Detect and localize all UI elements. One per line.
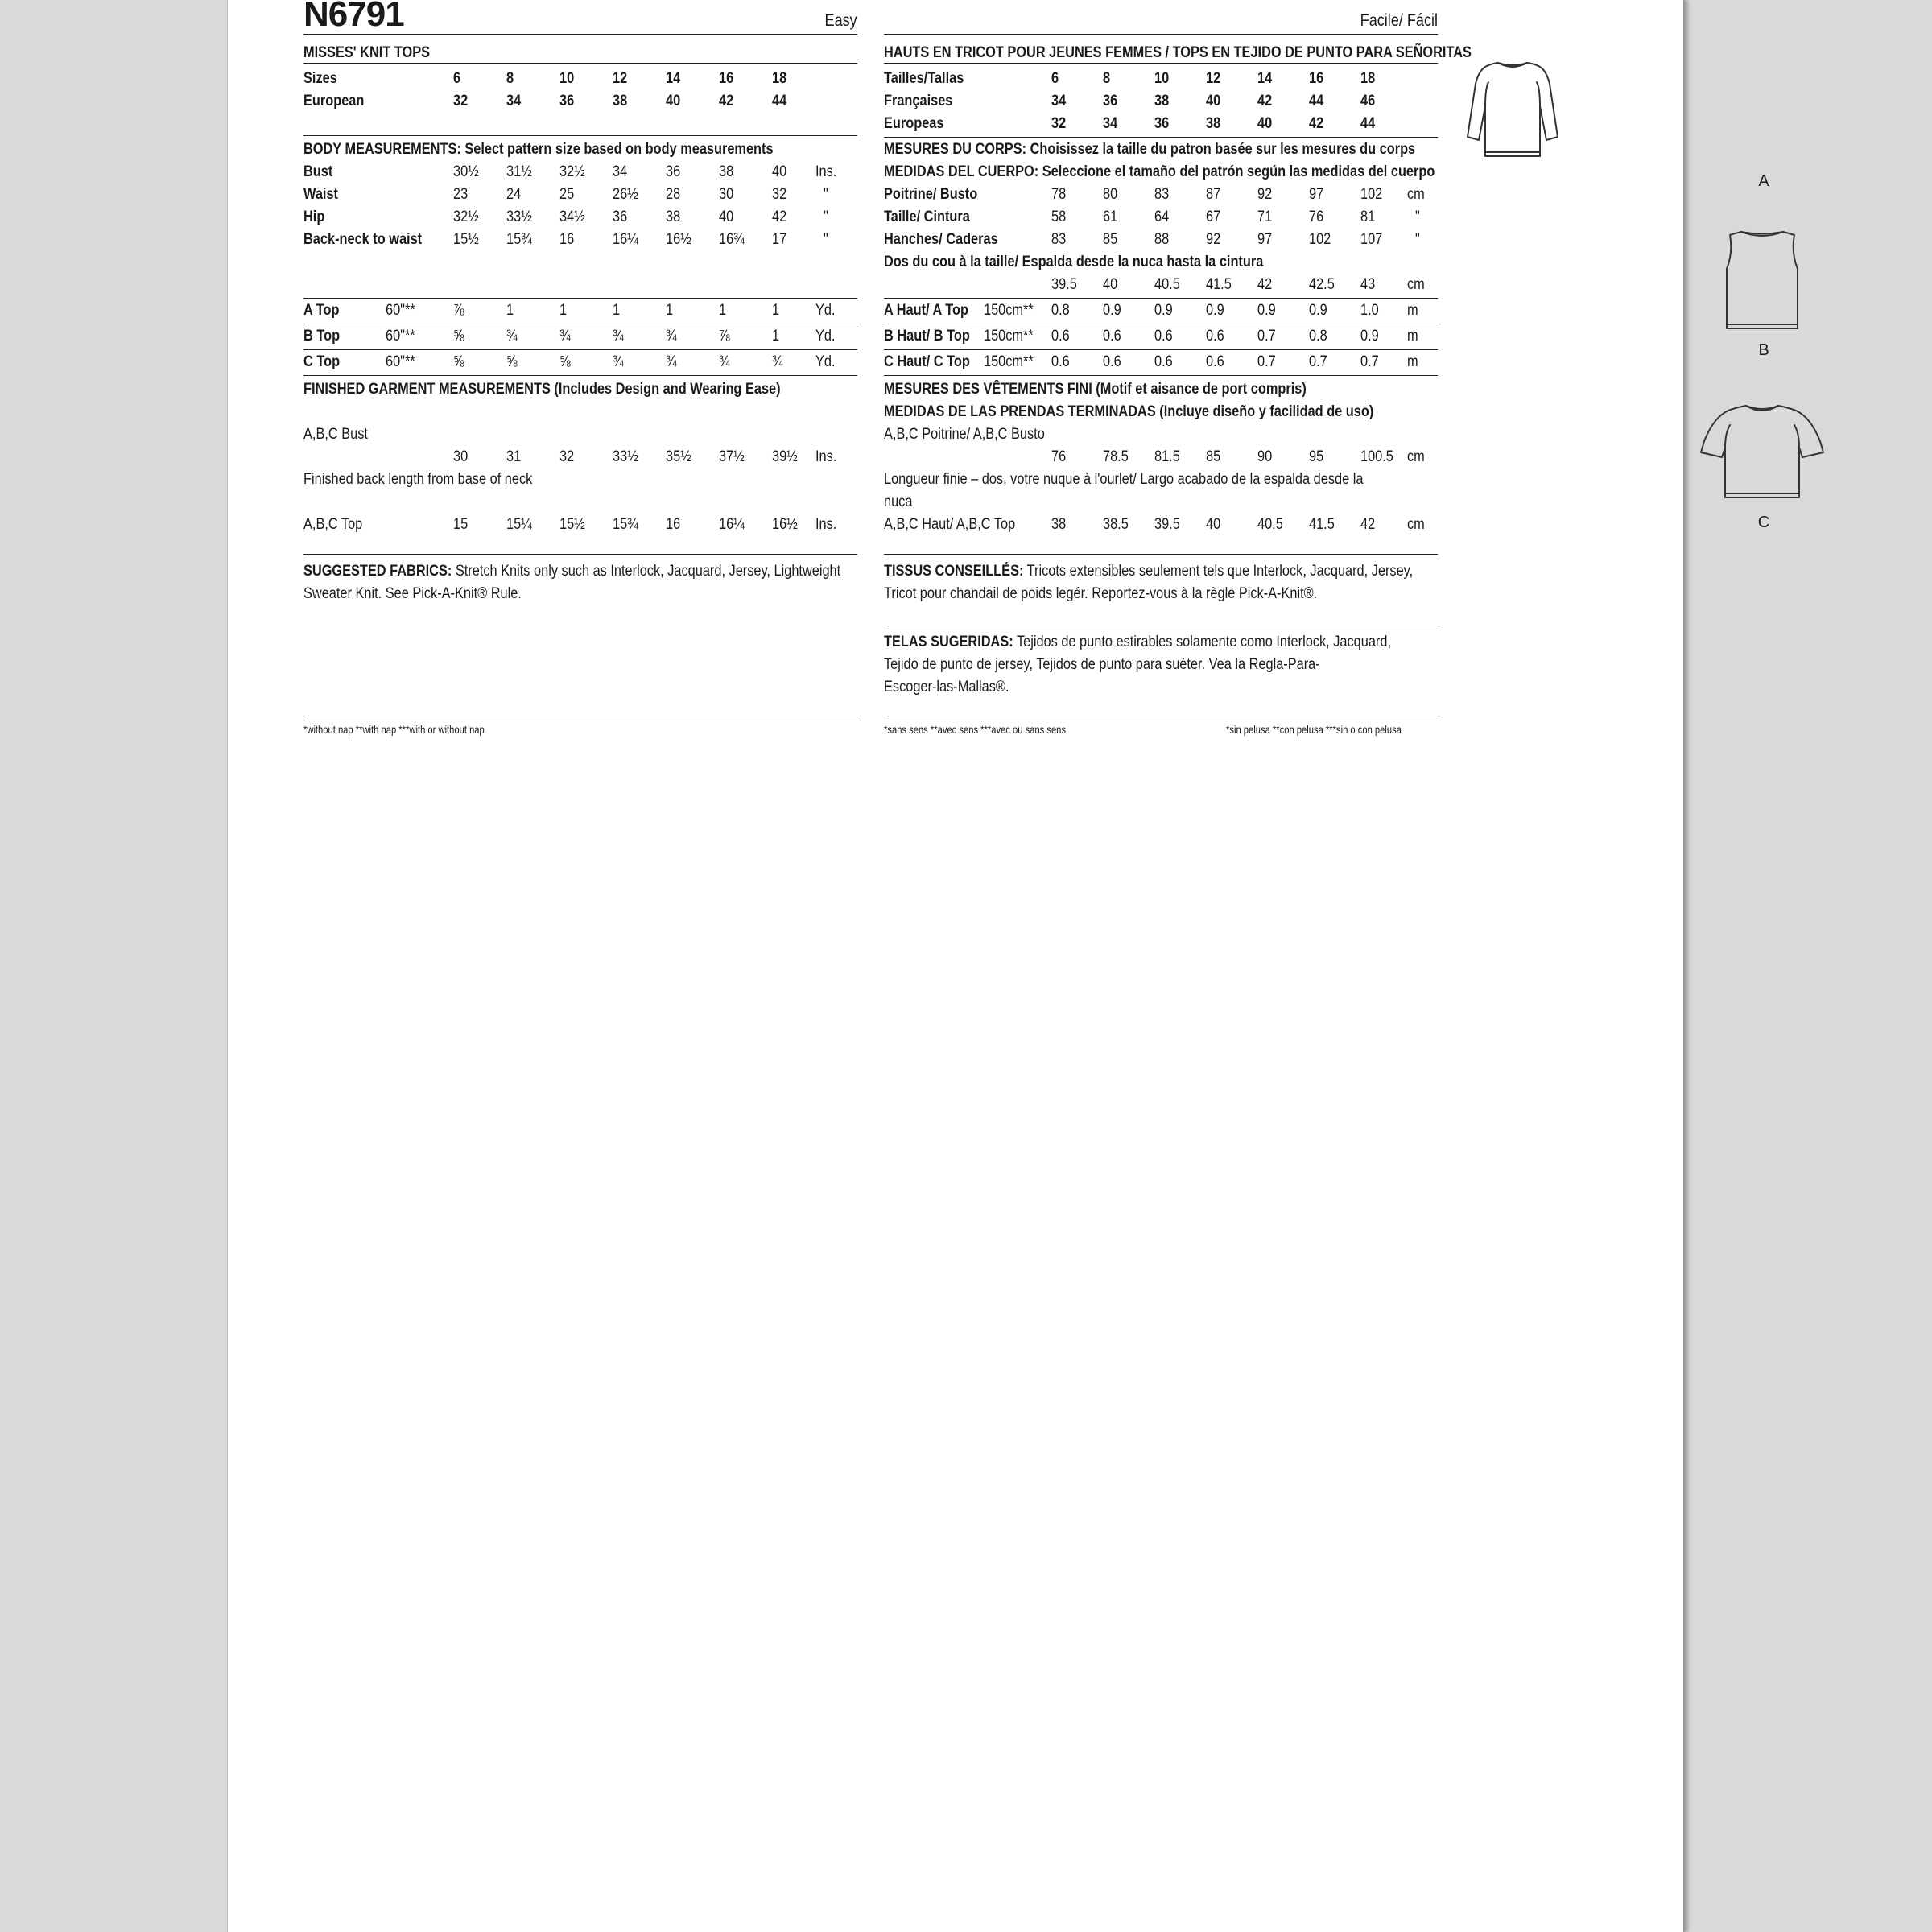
width-cell: 60"** [386, 302, 415, 319]
unit-cell: " [824, 208, 828, 225]
table-cell: 34½ [559, 208, 585, 225]
table-cell: 58 [1051, 208, 1067, 225]
table-cell: 0.6 [1051, 328, 1070, 345]
table-cell: 43 [1360, 276, 1376, 293]
table-cell: 102 [1309, 231, 1331, 248]
table-cell: 44 [772, 93, 787, 109]
back-label-fr: Dos du cou à la taille/ Espalda desde la nuca hasta la cintura [884, 254, 1264, 270]
table-cell: 24 [506, 186, 522, 203]
table-cell: 0.8 [1051, 302, 1070, 319]
unit-cell: Ins. [815, 516, 837, 533]
table-cell: 0.9 [1154, 302, 1173, 319]
unit-cell: m [1407, 302, 1418, 319]
table-cell: 15½ [453, 231, 479, 248]
row-label: B Haut/ B Top [884, 328, 970, 345]
unit-cell: m [1407, 328, 1418, 345]
view-b-label: B [1758, 341, 1769, 359]
table-cell: 33½ [506, 208, 532, 225]
table-cell: ¾ [559, 328, 571, 345]
table-cell: 38 [1206, 115, 1221, 132]
table-cell: 8 [1103, 70, 1111, 87]
unit-cell: " [824, 231, 828, 248]
table-cell: ⅝ [453, 328, 464, 345]
table-cell: 87 [1206, 186, 1221, 203]
table-cell: 44 [1360, 115, 1376, 132]
row-label: Taille/ Cintura [884, 208, 970, 225]
francaises-label: Françaises [884, 93, 953, 109]
row-label: Hip [303, 208, 325, 225]
unit-cell: cm [1407, 516, 1425, 533]
row-label: C Top [303, 353, 341, 370]
finished-title: FINISHED GARMENT MEASUREMENTS (Includes Design and Wearing Ease) [303, 381, 781, 398]
row-label: Hanches/ Caderas [884, 231, 998, 248]
row-label: Bust [303, 163, 333, 180]
table-cell: 102 [1360, 186, 1383, 203]
table-cell: 1 [772, 302, 780, 319]
unit-cell: Yd. [815, 302, 836, 319]
table-cell: 83 [1154, 186, 1170, 203]
table-cell: 1 [506, 302, 514, 319]
view-c-sketch [1698, 401, 1827, 506]
table-cell: 16 [1309, 70, 1324, 87]
body-title-fr: MESURES DU CORPS: Choisissez la taille du patron basée sur les mesures du corps [884, 141, 1416, 158]
table-cell: 1 [613, 302, 621, 319]
table-cell: ⅝ [559, 353, 571, 370]
table-cell: 16 [559, 231, 575, 248]
unit-cell: cm [1407, 276, 1425, 293]
table-cell: 40 [1206, 93, 1221, 109]
table-cell: 0.6 [1206, 328, 1224, 345]
table-cell: 39.5 [1154, 516, 1180, 533]
table-cell: 26½ [613, 186, 638, 203]
table-cell: 16¼ [719, 516, 745, 533]
table-cell: 83 [1051, 231, 1067, 248]
table-cell: 30 [719, 186, 734, 203]
table-cell: 76 [1309, 208, 1324, 225]
table-cell: 38 [613, 93, 628, 109]
table-cell: ¾ [666, 353, 677, 370]
unit-cell: " [1415, 231, 1420, 248]
pattern-page [228, 0, 1770, 1932]
unit-cell: " [1415, 208, 1420, 225]
unit-cell: Yd. [815, 328, 836, 345]
table-cell: 6 [1051, 70, 1059, 87]
table-cell: 36 [613, 208, 628, 225]
table-cell: 81 [1360, 208, 1376, 225]
table-cell: 12 [1206, 70, 1221, 87]
table-cell: 0.9 [1206, 302, 1224, 319]
table-cell: 18 [772, 70, 787, 87]
table-cell: 32½ [559, 163, 585, 180]
table-cell: 8 [506, 70, 514, 87]
unit-cell: cm [1407, 448, 1425, 465]
table-cell: 38.5 [1103, 516, 1129, 533]
row-label: Poitrine/ Busto [884, 186, 978, 203]
table-cell: 71 [1257, 208, 1273, 225]
table-cell: 38 [666, 208, 681, 225]
row-label: B Top [303, 328, 341, 345]
table-cell: 1 [772, 328, 780, 345]
table-cell: 38 [1051, 516, 1067, 533]
table-cell: 0.9 [1309, 302, 1327, 319]
table-cell: 34 [613, 163, 628, 180]
table-cell: 16½ [666, 231, 691, 248]
sizes-label-fr: Tailles/Tallas [884, 70, 964, 87]
table-cell: 42 [1360, 516, 1376, 533]
difficulty-fr-es: Facile/ Fácil [1360, 11, 1438, 30]
table-cell: 32 [1051, 115, 1067, 132]
table-cell: ¾ [719, 353, 730, 370]
section-title-fr: HAUTS EN TRICOT POUR JEUNES FEMMES / TOPS EN TEJIDO DE PUNTO PARA SEÑORITAS [884, 44, 1472, 61]
table-cell: 100.5 [1360, 448, 1393, 465]
difficulty-en: Easy [824, 11, 857, 30]
table-cell: 80 [1103, 186, 1118, 203]
finished-title-fr: MESURES DES VÊTEMENTS FINI (Motif et aisance de port compris) [884, 381, 1307, 398]
table-cell: 16¾ [719, 231, 745, 248]
tissus-conseilles: TISSUS CONSEILLÉS: Tricots extensibles seulement tels que Interlock, Jacquard, Jersey, [884, 563, 1414, 580]
table-cell: 30 [453, 448, 469, 465]
table-cell: 1 [666, 302, 674, 319]
table-cell: 23 [453, 186, 469, 203]
table-cell: 36 [1154, 115, 1170, 132]
table-cell: 6 [453, 70, 461, 87]
footnote-fr: *sans sens **avec sens ***avec ou sans sens [884, 723, 1066, 736]
width-cell: 60"** [386, 353, 415, 370]
table-cell: 14 [1257, 70, 1273, 87]
table-cell: 17 [772, 231, 787, 248]
unit-cell: Ins. [815, 448, 837, 465]
table-cell: 10 [1154, 70, 1170, 87]
rule-line [303, 349, 857, 350]
table-cell: ⅞ [719, 328, 730, 345]
table-cell: 40 [1103, 276, 1118, 293]
table-cell: 85 [1103, 231, 1118, 248]
table-cell: 36 [666, 163, 681, 180]
table-cell: 107 [1360, 231, 1383, 248]
table-cell: 67 [1206, 208, 1221, 225]
table-cell: 0.7 [1257, 328, 1276, 345]
table-cell: 40 [1257, 115, 1273, 132]
table-cell: 78 [1051, 186, 1067, 203]
table-cell: 28 [666, 186, 681, 203]
table-cell: 18 [1360, 70, 1376, 87]
table-cell: 36 [559, 93, 575, 109]
bust-label: A,B,C Bust [303, 426, 368, 443]
view-c-label: C [1757, 514, 1770, 531]
table-cell: ¾ [772, 353, 783, 370]
sleeveless-top-icon [1722, 229, 1802, 333]
table-cell: 0.6 [1051, 353, 1070, 370]
table-cell: 1 [559, 302, 568, 319]
long-sleeve-top-icon [1464, 56, 1561, 161]
row-label: Waist [303, 186, 338, 203]
table-cell: 61 [1103, 208, 1118, 225]
table-cell: 16½ [772, 516, 798, 533]
table-cell: 15½ [559, 516, 585, 533]
table-cell: 0.7 [1360, 353, 1379, 370]
table-cell: 15¾ [506, 231, 532, 248]
table-cell: 32 [772, 186, 787, 203]
table-cell: 76 [1051, 448, 1067, 465]
sizes-label: Sizes [303, 70, 337, 87]
pattern-number: N6791 [303, 0, 404, 34]
footnote: *without nap **with nap ***with or without nap [303, 723, 485, 736]
table-cell: 12 [613, 70, 628, 87]
table-cell: 46 [1360, 93, 1376, 109]
table-cell: 0.9 [1257, 302, 1276, 319]
table-cell: 35½ [666, 448, 691, 465]
table-cell: 92 [1206, 231, 1221, 248]
table-cell: 0.7 [1309, 353, 1327, 370]
table-cell: 15¾ [613, 516, 638, 533]
table-cell: 88 [1154, 231, 1170, 248]
width-cell: 60"** [386, 328, 415, 345]
table-cell: 42.5 [1309, 276, 1335, 293]
table-cell: 38 [1154, 93, 1170, 109]
table-cell: 39½ [772, 448, 798, 465]
table-cell: 0.9 [1360, 328, 1379, 345]
length-label-fr-2: nuca [884, 493, 913, 510]
footnote-es: *sin pelusa **con pelusa ***sin o con pelusa [1226, 723, 1402, 736]
row-label: A Top [303, 302, 340, 319]
table-cell: 36 [1103, 93, 1118, 109]
table-cell: ⅝ [453, 353, 464, 370]
unit-cell: m [1407, 353, 1418, 370]
table-cell: 97 [1257, 231, 1273, 248]
telas-line2: Tejido de punto de jersey, Tejidos de punto para suéter. Vea la Regla-Para- [884, 656, 1320, 673]
rule-line [303, 375, 857, 376]
table-cell: 78.5 [1103, 448, 1129, 465]
short-sleeve-top-icon [1698, 401, 1827, 502]
table-cell: 37½ [719, 448, 745, 465]
table-cell: 34 [506, 93, 522, 109]
table-cell: ¾ [506, 328, 518, 345]
table-cell: 0.8 [1309, 328, 1327, 345]
table-cell: 15 [453, 516, 469, 533]
row-label: A,B,C Haut/ A,B,C Top [884, 516, 1016, 533]
table-cell: ⅝ [506, 353, 518, 370]
table-cell: ¾ [613, 328, 624, 345]
table-cell: 32½ [453, 208, 479, 225]
unit-cell: " [824, 186, 828, 203]
table-cell: 34 [1051, 93, 1067, 109]
table-cell: ¾ [613, 353, 624, 370]
table-cell: 0.6 [1154, 353, 1173, 370]
unit-cell: Yd. [815, 353, 836, 370]
table-cell: 31½ [506, 163, 532, 180]
table-cell: 31 [506, 448, 522, 465]
row-label: C Haut/ C Top [884, 353, 970, 370]
table-cell: 85 [1206, 448, 1221, 465]
table-cell: 10 [559, 70, 575, 87]
table-cell: ¾ [666, 328, 677, 345]
width-cell: 150cm** [984, 328, 1034, 345]
unit-cell: cm [1407, 186, 1425, 203]
table-cell: 42 [1257, 276, 1273, 293]
table-cell: 40 [719, 208, 734, 225]
table-cell: 0.7 [1257, 353, 1276, 370]
table-cell: 38 [719, 163, 734, 180]
table-cell: 42 [772, 208, 787, 225]
table-cell: 1 [719, 302, 727, 319]
table-cell: 16¼ [613, 231, 638, 248]
table-cell: 32 [453, 93, 469, 109]
table-cell: 95 [1309, 448, 1324, 465]
european-label: European [303, 93, 365, 109]
table-cell: 41.5 [1206, 276, 1232, 293]
table-cell: 40 [772, 163, 787, 180]
table-cell: 97 [1309, 186, 1324, 203]
row-label: A,B,C Top [303, 516, 363, 533]
table-cell: 15¼ [506, 516, 532, 533]
view-a-sketch [1464, 56, 1561, 165]
body-title-es: MEDIDAS DEL CUERPO: Seleccione el tamaño del patrón según las medidas del cuerpo [884, 163, 1435, 180]
telas-line3: Escoger-las-Mallas®. [884, 679, 1009, 696]
table-cell: 1.0 [1360, 302, 1379, 319]
table-cell: ⅞ [453, 302, 464, 319]
table-cell: 81.5 [1154, 448, 1180, 465]
table-cell: 0.6 [1103, 328, 1121, 345]
telas-sugeridas: TELAS SUGERIDAS: Tejidos de punto estirables solamente como Interlock, Jacquard, [884, 634, 1391, 650]
width-cell: 150cm** [984, 302, 1034, 319]
table-cell: 40 [1206, 516, 1221, 533]
back-length-label: Finished back length from base of neck [303, 471, 533, 488]
table-cell: 34 [1103, 115, 1118, 132]
table-cell: 40.5 [1257, 516, 1283, 533]
table-cell: 39.5 [1051, 276, 1077, 293]
length-label-fr: Longueur finie – dos, votre nuque à l'ourlet/ Largo acabado de la espalda desde la [884, 471, 1364, 488]
table-cell: 0.6 [1154, 328, 1173, 345]
table-cell: 16 [666, 516, 681, 533]
unit-cell: Ins. [815, 163, 837, 180]
table-cell: 92 [1257, 186, 1273, 203]
section-title: MISSES' KNIT TOPS [303, 44, 431, 61]
europeas-label: Europeas [884, 115, 944, 132]
table-cell: 0.6 [1206, 353, 1224, 370]
table-cell: 0.6 [1103, 353, 1121, 370]
table-cell: 30½ [453, 163, 479, 180]
table-cell: 64 [1154, 208, 1170, 225]
row-label: Back-neck to waist [303, 231, 423, 248]
body-measurements-title: BODY MEASUREMENTS: Select pattern size based on body measurements [303, 141, 774, 158]
view-a-label: A [1758, 172, 1769, 190]
table-cell: 0.9 [1103, 302, 1121, 319]
table-cell: 44 [1309, 93, 1324, 109]
view-b-sketch [1722, 229, 1802, 337]
table-cell: 25 [559, 186, 575, 203]
table-cell: 40 [666, 93, 681, 109]
width-cell: 150cm** [984, 353, 1034, 370]
suggested-fabrics: SUGGESTED FABRICS: Stretch Knits only such as Interlock, Jacquard, Jersey, Lightweight [303, 563, 841, 580]
table-cell: 16 [719, 70, 734, 87]
table-cell: 42 [719, 93, 734, 109]
finished-title-es: MEDIDAS DE LAS PRENDAS TERMINADAS (Incluye diseño y facilidad de uso) [884, 403, 1374, 420]
tissus-line2: Tricot pour chandail de poids legér. Reportez-vous à la règle Pick-A-Knit®. [884, 585, 1318, 602]
table-cell: 33½ [613, 448, 638, 465]
table-cell: 90 [1257, 448, 1273, 465]
rule-line [884, 375, 1438, 376]
table-cell: 42 [1309, 115, 1324, 132]
table-cell: 41.5 [1309, 516, 1335, 533]
table-cell: 32 [559, 448, 575, 465]
row-label: A Haut/ A Top [884, 302, 968, 319]
table-cell: 14 [666, 70, 681, 87]
bust-label-fr: A,B,C Poitrine/ A,B,C Busto [884, 426, 1045, 443]
rule-line [884, 349, 1438, 350]
suggested-fabrics-line2: Sweater Knit. See Pick-A-Knit® Rule. [303, 585, 522, 602]
table-cell: 40.5 [1154, 276, 1180, 293]
table-cell: 42 [1257, 93, 1273, 109]
